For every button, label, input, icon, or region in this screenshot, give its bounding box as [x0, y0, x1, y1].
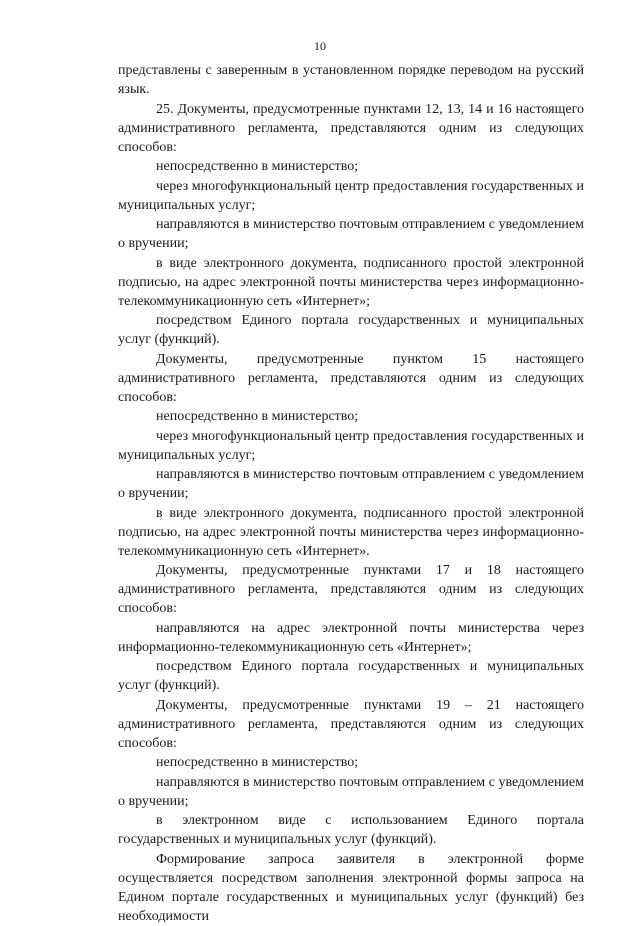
- paragraph: непосредственно в министерство;: [156, 755, 359, 770]
- paragraph: посредством Единого портала государственных и муниципальных услуг (функций).: [118, 313, 584, 347]
- paragraph: через многофункциональный центр предоставления государственных и муниципальных услуг;: [118, 428, 584, 463]
- paragraph: представлены с заверенным в установленном порядке переводом на русский язык.: [118, 63, 584, 97]
- paragraph: непосредственно в министерство;: [156, 409, 359, 424]
- paragraph: Документы, предусмотренные пунктами 19 – 21 настоящего административного регламента, представляются одним из следующих способов:: [118, 697, 584, 751]
- document-body: [118, 61, 584, 926]
- paragraph: направляются в министерство почтовым отправлением с уведомлением о вручении;: [118, 217, 584, 251]
- paragraph: направляются в министерство почтовым отправлением с уведомлением о вручении;: [118, 467, 584, 501]
- paragraph: через многофункциональный центр предоставления государственных и муниципальных услуг;: [118, 178, 584, 213]
- paragraph: Документы, предусмотренные пунктом 15 настоящего административного регламента, представляются одним из следующих способов:: [118, 351, 584, 405]
- paragraph: Формирование запроса заявителя в электронной форме осуществляется посредством заполнения электронной формы запроса на Едином портале государственных и муниципальных услуг (функций) без необходимости: [118, 851, 584, 924]
- paragraph: 25. Документы, предусмотренные пунктами 12, 13, 14 и 16 настоящего административного регламента, представляются одним из следующих способов:: [118, 101, 584, 155]
- paragraph: непосредственно в министерство;: [156, 159, 359, 174]
- paragraph: направляются в министерство почтовым отправлением с уведомлением о вручении;: [118, 774, 584, 809]
- paragraph: в виде электронного документа, подписанного простой электронной подписью, на адрес электронной почты министерства через информационно-телекоммуникационную сеть «Интернет»;: [118, 255, 584, 309]
- page-number: 10: [314, 39, 326, 53]
- paragraph: направляются на адрес электронной почты министерства через информационно-телекоммуникационную сеть «Интернет»;: [118, 620, 584, 655]
- paragraph: в виде электронного документа, подписанного простой электронной подписью, на адрес электронной почты министерства через информационно-телекоммуникационную сеть «Интернет».: [118, 505, 584, 559]
- paragraph: посредством Единого портала государственных и муниципальных услуг (функций).: [118, 659, 584, 693]
- paragraph: Документы, предусмотренные пунктами 17 и 18 настоящего административного регламента, представляются одним из следующих способов:: [118, 563, 584, 616]
- paragraph: в электронном виде с использованием Единого портала государственных и муниципальных услуг (функций).: [118, 813, 584, 847]
